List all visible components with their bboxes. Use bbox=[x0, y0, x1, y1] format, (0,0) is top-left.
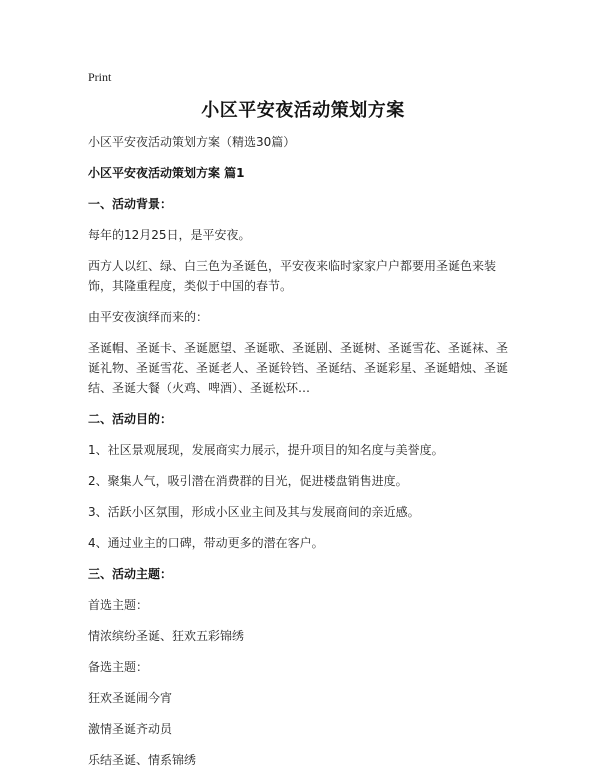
paragraph: 西方人以红、绿、白三色为圣诞色，平安夜来临时家家户户都要用圣诞色来装饰，其隆重程度，类似于中国的春节。 bbox=[88, 259, 497, 293]
paragraph: 乐结圣诞、情系锦绣 bbox=[88, 753, 197, 767]
paragraph: 备选主题： bbox=[88, 660, 149, 674]
document-title: 小区平安夜活动策划方案 bbox=[201, 100, 405, 121]
paragraph: 每年的12月25日，是平安夜。 bbox=[88, 228, 251, 242]
document-body bbox=[88, 132, 518, 781]
paragraph: 激情圣诞齐动员 bbox=[88, 722, 173, 736]
paragraph: 情浓缤纷圣诞、狂欢五彩锦绣 bbox=[88, 629, 245, 643]
section-heading: 一、活动背景： bbox=[88, 197, 173, 211]
section-heading: 三、活动主题： bbox=[88, 567, 173, 581]
section-heading: 小区平安夜活动策划方案 篇1 bbox=[88, 166, 245, 180]
paragraph: 狂欢圣诞闹今宵 bbox=[88, 691, 173, 705]
print-label: Print bbox=[88, 70, 112, 84]
list-item: 1、社区景观展现，发展商实力展示，提升项目的知名度与美誉度。 bbox=[88, 443, 444, 457]
paragraph: 圣诞帽、圣诞卡、圣诞愿望、圣诞歌、圣诞剧、圣诞树、圣诞雪花、圣诞袜、圣诞礼物、圣诞雪花、圣诞老人、圣诞铃铛、圣诞结、圣诞彩星、圣诞蜡烛、圣诞结、圣诞大餐（火鸡、啤酒）、圣诞松环… bbox=[88, 341, 509, 395]
list-item: 3、活跃小区氛围，形成小区业主间及其与发展商间的亲近感。 bbox=[88, 505, 420, 519]
paragraph: 首选主题： bbox=[88, 598, 149, 612]
list-item: 2、聚集人气，吸引潜在消费群的目光，促进楼盘销售进度。 bbox=[88, 474, 408, 488]
paragraph: 小区平安夜活动策划方案（精选30篇） bbox=[88, 135, 296, 149]
paragraph: 由平安夜演绎而来的： bbox=[88, 310, 209, 324]
section-heading: 二、活动目的： bbox=[88, 412, 173, 426]
list-item: 4、通过业主的口碑，带动更多的潜在客户。 bbox=[88, 536, 324, 550]
